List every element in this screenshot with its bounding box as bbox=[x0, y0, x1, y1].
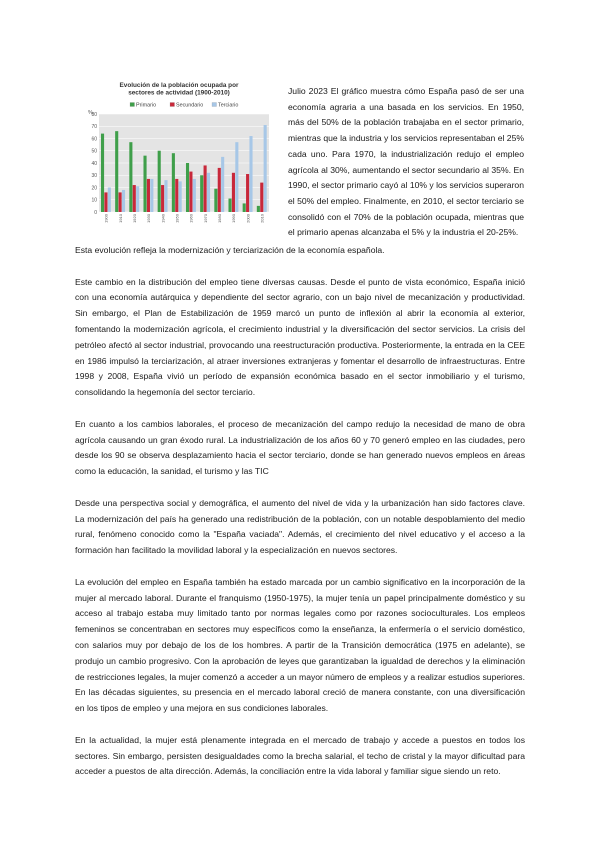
legend-swatch-primario bbox=[130, 103, 135, 107]
bar-secundario-1950 bbox=[175, 179, 178, 212]
bar-primario-1950 bbox=[172, 153, 175, 212]
bar-primario-1930 bbox=[143, 156, 146, 212]
x-tick-1990: 1990 bbox=[231, 214, 237, 223]
x-tick-1910: 1910 bbox=[117, 214, 123, 223]
bar-terciario-1940 bbox=[164, 180, 167, 212]
bar-secundario-1930 bbox=[147, 179, 150, 212]
x-axis-ticks bbox=[104, 213, 265, 223]
legend-label-primario: Primario bbox=[136, 102, 157, 109]
bar-primario-1920 bbox=[129, 142, 132, 212]
intro-text: Julio 2023 El gráfico muestra cómo España pasó de ser una economía agraria a una basada en los servicios. En 1950, más del 50% de la población trabajaba en el sector primario, mientras que la industria y los servicios representaban el 25% cada uno. Para 1970, la industrialización redujo el empleo agrícola al 30%, aumentando el sector secundario al 35%. En 1990, el sector primario cayó al 10% y los servicios superaron el 50% del empleo. Finalmente, en 2010, el sector terciario se consolidó con el 70% de la población ocupada, mientras que el primario apenas alcanzaba el 5% y la industria el 20-25%. bbox=[288, 86, 524, 238]
bar-primario-1990 bbox=[228, 199, 231, 212]
bar-primario-1910 bbox=[115, 131, 118, 212]
bar-terciario-2000 bbox=[249, 136, 252, 212]
chart-title-line-1: Evolución de la población ocupada por bbox=[119, 82, 239, 89]
essay-body bbox=[75, 243, 525, 796]
bar-terciario-1950 bbox=[179, 181, 182, 212]
bar-terciario-1920 bbox=[136, 186, 139, 212]
bar-terciario-2010 bbox=[264, 125, 267, 212]
bar-terciario-1980 bbox=[221, 157, 224, 212]
bar-terciario-1960 bbox=[193, 179, 196, 212]
y-tick-50: 50 bbox=[91, 148, 97, 155]
x-tick-1970: 1970 bbox=[202, 214, 208, 223]
bar-terciario-1900 bbox=[108, 188, 111, 213]
x-tick-1940: 1940 bbox=[160, 214, 166, 223]
bar-terciario-1990 bbox=[235, 142, 238, 212]
x-tick-1950: 1950 bbox=[174, 214, 180, 223]
x-tick-1960: 1960 bbox=[188, 214, 194, 223]
bar-primario-1960 bbox=[186, 163, 189, 212]
x-tick-1920: 1920 bbox=[131, 214, 137, 223]
chart-title-line-2: sectores de actividad (1900-2010) bbox=[128, 89, 230, 97]
paragraph-social-demographic: Desde una perspectiva social y demográfica, el aumento del nivel de vida y la urbanización han sido factores clave. La modernización del país ha generado una redistribución de la población, con un notable despoblamiento del medio rural, fenómeno conocido como la "España vaciada". Además, el crecimiento del nivel educativo y el acceso a la formación han facilitado la movilidad laboral y la especialización en nuevos sectores. bbox=[75, 497, 525, 556]
legend-swatch-secundario bbox=[170, 103, 175, 107]
x-tick-1980: 1980 bbox=[216, 214, 222, 223]
bar-primario-2000 bbox=[243, 203, 246, 212]
chart-ylabel: % bbox=[88, 110, 93, 116]
y-axis-ticks bbox=[91, 112, 97, 216]
employment-chart bbox=[86, 78, 272, 224]
y-tick-70: 70 bbox=[91, 124, 97, 131]
bar-secundario-1990 bbox=[232, 173, 235, 212]
bar-secundario-1920 bbox=[133, 185, 136, 212]
bar-terciario-1910 bbox=[122, 190, 125, 212]
x-tick-2010: 2010 bbox=[259, 214, 265, 223]
bar-primario-1970 bbox=[200, 175, 203, 212]
bar-primario-1940 bbox=[158, 151, 161, 212]
y-tick-20: 20 bbox=[91, 185, 97, 192]
y-tick-10: 10 bbox=[91, 197, 97, 204]
bar-terciario-1970 bbox=[207, 173, 210, 212]
y-tick-60: 60 bbox=[91, 136, 97, 143]
bar-terciario-1930 bbox=[150, 179, 153, 212]
legend-swatch-terciario bbox=[212, 103, 217, 107]
bar-secundario-2000 bbox=[246, 174, 249, 212]
bar-secundario-1910 bbox=[119, 192, 122, 212]
bar-secundario-1940 bbox=[161, 185, 164, 212]
chart-legend bbox=[130, 102, 238, 108]
y-tick-30: 30 bbox=[91, 173, 97, 180]
y-tick-40: 40 bbox=[91, 160, 97, 167]
bar-secundario-1960 bbox=[189, 172, 192, 212]
x-tick-1930: 1930 bbox=[146, 214, 152, 223]
bar-secundario-2010 bbox=[260, 183, 263, 212]
bar-primario-1980 bbox=[214, 189, 217, 212]
y-tick-80: 80 bbox=[91, 111, 97, 118]
bar-primario-1900 bbox=[101, 134, 104, 212]
bar-primario-2010 bbox=[257, 206, 260, 212]
paragraph-labor-changes: En cuanto a los cambios laborales, el proceso de mecanización del campo redujo la necesidad de mano de obra agrícola causando un gran éxodo rural. La industrialización de los años 60 y 70 generó empleo en las ciudades, pero desde los 90 se observa desplazamiento hacia el sector terciario, donde se han generado nuevos empleos en áreas como la educación, la sanidad, el turismo y las TIC bbox=[75, 418, 525, 477]
bar-secundario-1970 bbox=[204, 165, 207, 212]
x-tick-1900: 1900 bbox=[103, 214, 109, 223]
paragraph-women-employment: La evolución del empleo en España también ha estado marcada por un cambio significativo en la incorporación de la mujer al mercado laboral. Durante el franquismo (1950-1975), la mujer tenía un papel principalmente doméstico y su acceso al trabajo estaba muy limitado tanto por normas legales como por razones socioculturales. Los empleos femeninos se concentraban en sectores muy específicos como la enseñanza, la enfermería o el servicio doméstico, con salarios muy por debajo de los de los hombres. A partir de la Transición democrática (1975 en adelante), se produjo un cambio progresivo. Con la aprobación de leyes que garantizaban la igualdad de derechos y la eliminación de restricciones legales, la mujer comenzó a acceder a un mayor número de empleos y a realizar estudios superiores. En las décadas siguientes, su presencia en el mercado laboral creció de manera constante, con una diversificación en los tipos de empleo y una mejora en sus condiciones laborales. bbox=[75, 576, 525, 714]
bar-secundario-1900 bbox=[104, 192, 107, 212]
paragraph-current-situation: En la actualidad, la mujer está plenamente integrada en el mercado de trabajo y accede a puestos en todos los sectores. Sin embargo, persisten desigualdades como la brecha salarial, el techo de cristal y la mayor dificultad para acceder a puestos de alta dirección. Además, la conciliación entre la vida laboral y familiar sigue siendo un reto. bbox=[75, 734, 525, 777]
bar-secundario-1980 bbox=[218, 168, 221, 212]
paragraph-summary: Esta evolución refleja la modernización y terciarización de la economía española. bbox=[75, 245, 385, 255]
legend-label-terciario: Terciario bbox=[218, 102, 239, 109]
y-tick-0: 0 bbox=[94, 209, 97, 216]
legend-label-secundario: Secundario bbox=[176, 102, 204, 109]
x-tick-2000: 2000 bbox=[245, 214, 251, 223]
paragraph-economic-causes: Este cambio en la distribución del empleo tiene diversas causas. Desde el punto de vista económico, España inició con una economía autárquica y dependiente del sector agrario, con un bajo nivel de mecanización y productividad. Sin embargo, el Plan de Estabilización de 1959 marcó un punto de inflexión al abrir la economía al exterior, fomentando la modernización agrícola, el crecimiento industrial y la diversificación del sector servicios. La crisis del petróleo afectó al sector industrial, provocando una reestructuración productiva. Posteriormente, la entrada en la CEE en 1986 impulsó la terciarización, al atraer inversiones extranjeras y fomentar el desarrollo de infraestructuras. Entre 1998 y 2008, España vivió un período de expansión económica basado en el sector inmobiliario y el turismo, consolidando la hegemonía del sector terciario. bbox=[75, 276, 525, 398]
